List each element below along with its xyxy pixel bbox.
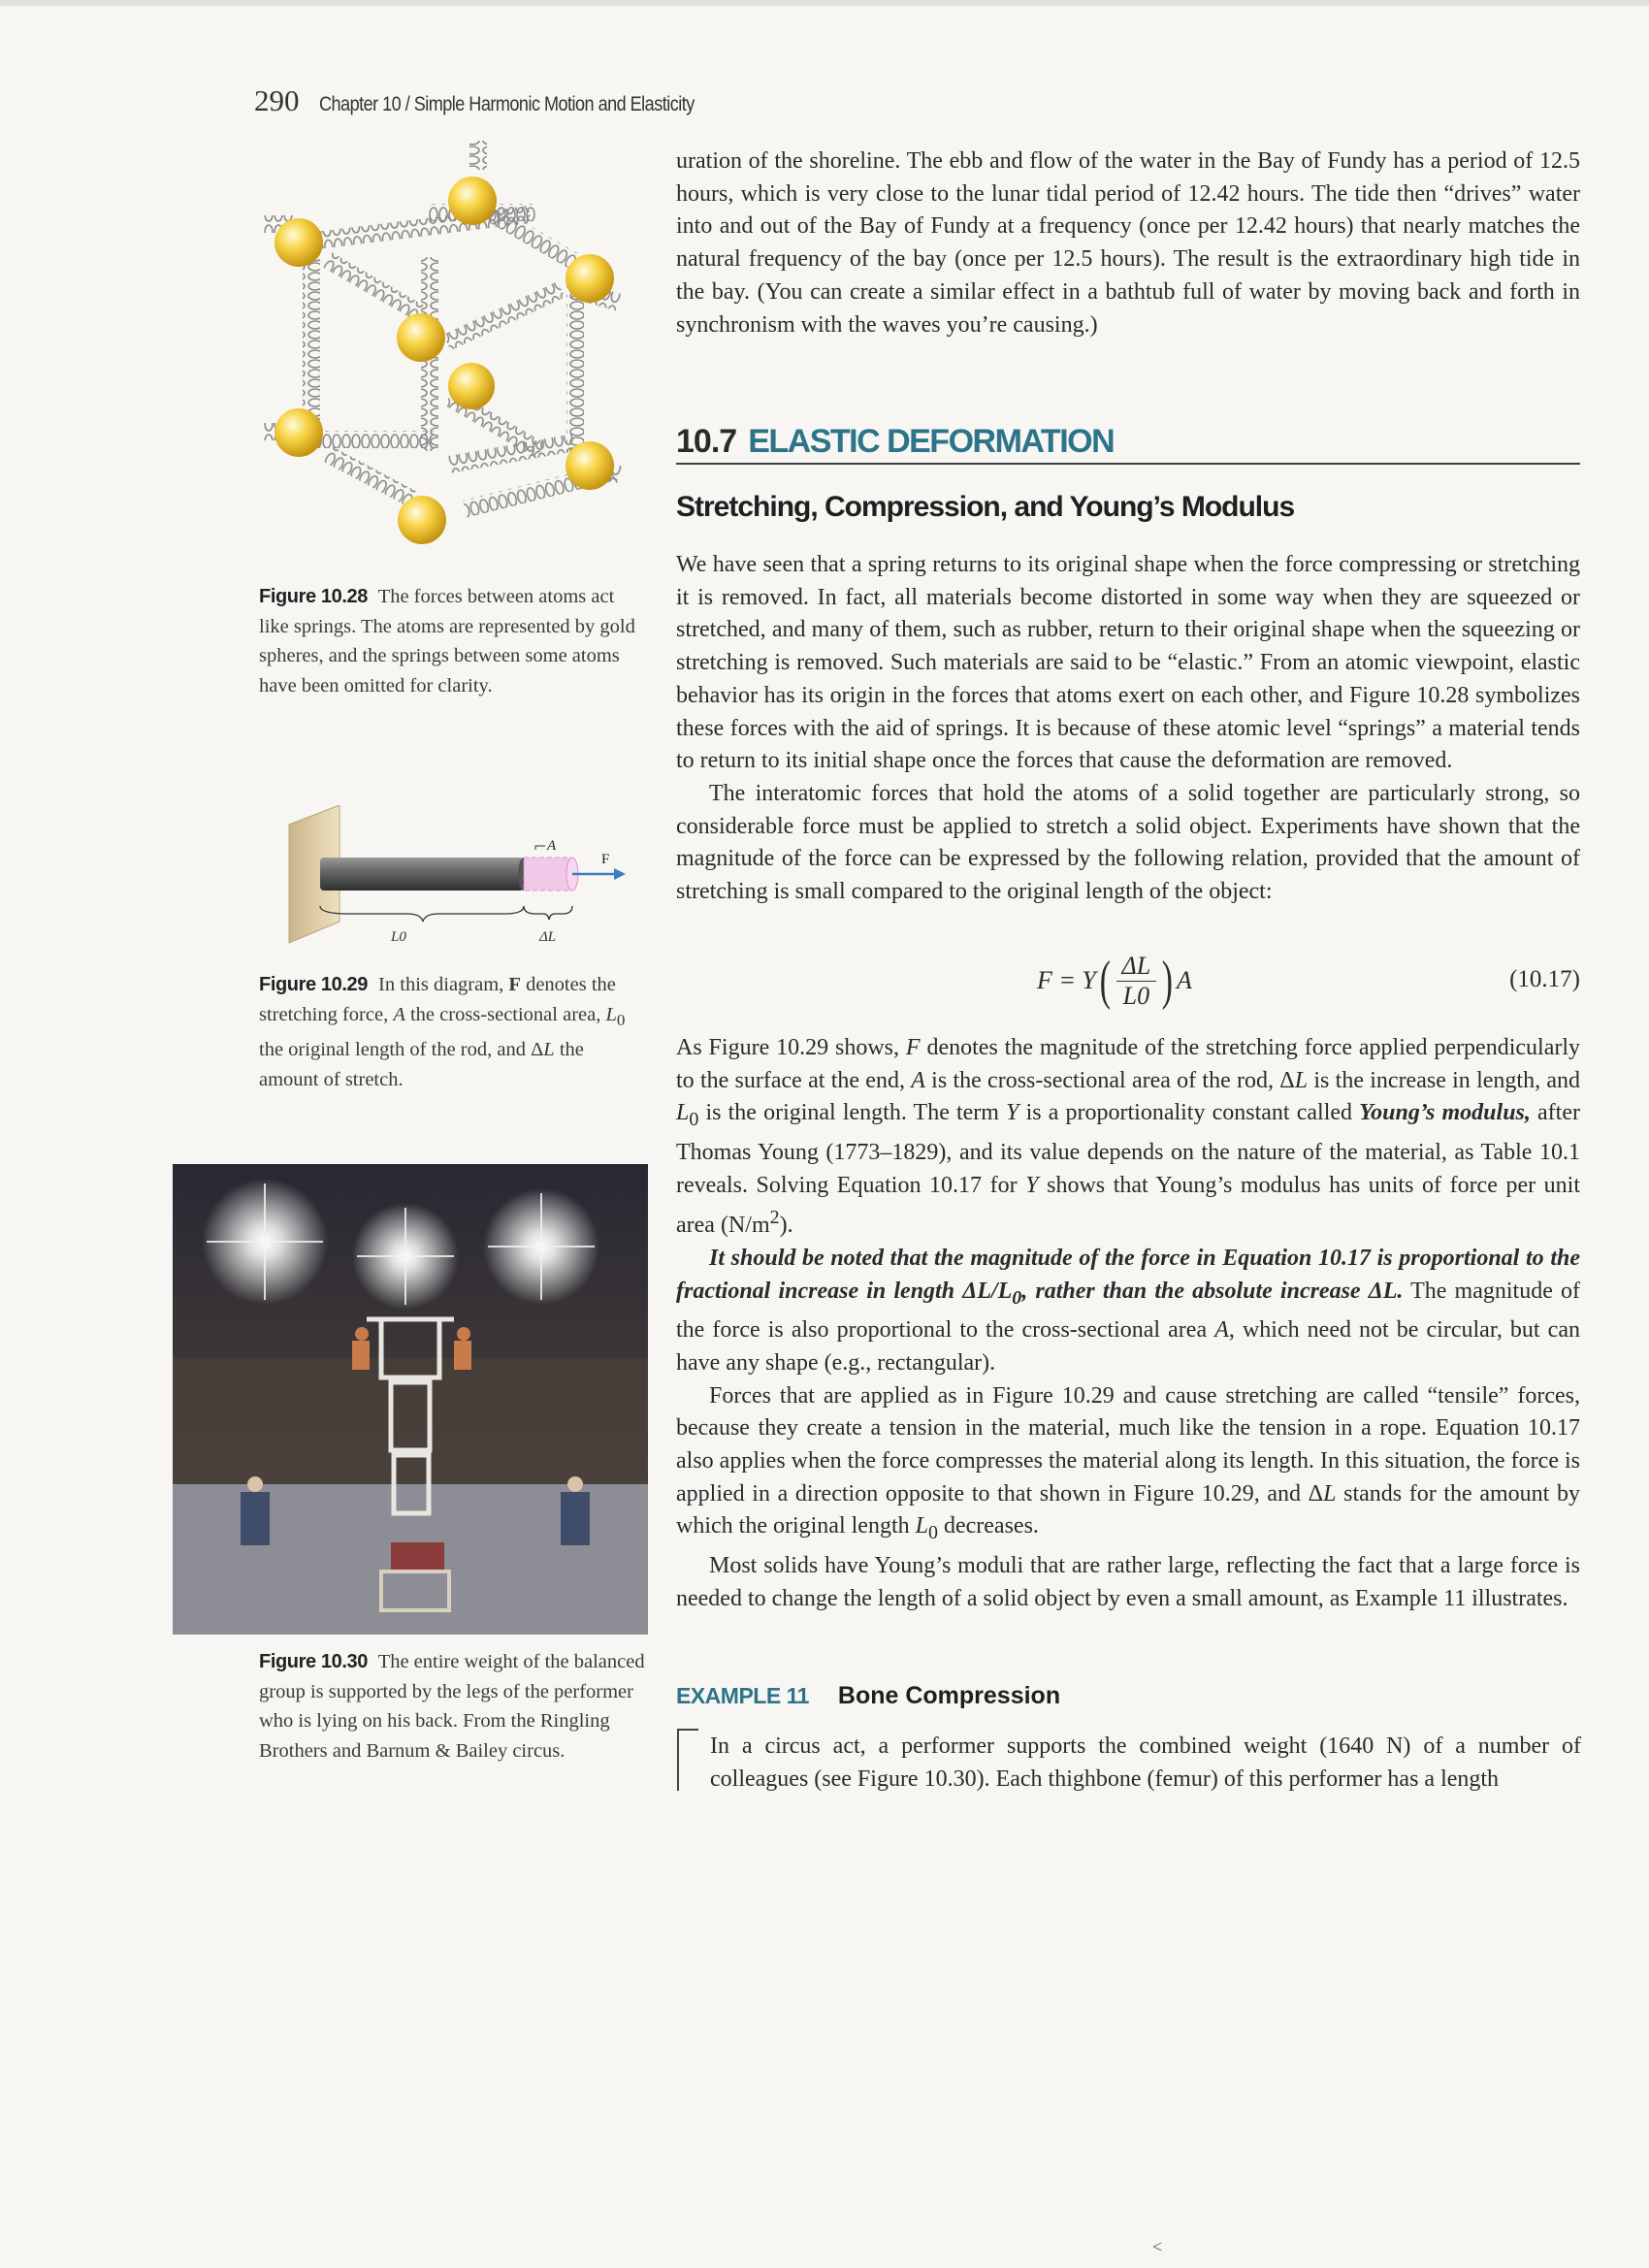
opening-paragraph-block bbox=[676, 146, 1580, 341]
paragraph: We have seen that a spring returns to its original shape when the force compressing or stretching it is removed. In fact, all materials become distorted in some way when they are squeezed or stretched, and many of them, such as rubber, return to their original shape when the squeezing or stretching is removed. Such materials are said to be “elastic.” From an atomic viewpoint, elastic behavior has its origin in the forces that atoms exert on each other, and Figure 10.28 symbolizes these forces with the aid of springs. It is because of these atomic level “springs” a material tends to return to its initial shape once the forces that cause the deformation are removed. bbox=[676, 552, 1580, 774]
equation-numerator: ΔL bbox=[1116, 952, 1157, 982]
figure-10-29-caption bbox=[259, 970, 647, 1094]
figure-label: Figure 10.29 bbox=[259, 974, 368, 995]
paragraph: The interatomic forces that hold the atoms of a solid together are particularly strong, so considerable force must be applied to stretch a solid object. Experiments have shown that the magnitude of the force can be expressed by the following relation, provided that the amount of stretching is small compared to the original length of the object: bbox=[676, 780, 1580, 905]
rod bbox=[320, 858, 524, 891]
figure-rod-stretch bbox=[281, 805, 640, 951]
top-rule bbox=[0, 0, 1649, 6]
example-heading bbox=[676, 1682, 1060, 1710]
stray-mark: ˂ bbox=[1152, 2237, 1163, 2256]
body-text-block bbox=[676, 549, 1580, 909]
subsection-heading: Stretching, Compression, and Young’s Modulus bbox=[676, 491, 1295, 523]
section-number: 10.7 bbox=[676, 423, 737, 460]
equation-10-17 bbox=[676, 947, 1580, 1015]
paragraph: uration of the shoreline. The ebb and flow of the water in the Bay of Fundy has a period of 12.5 hours, which is very close to the lunar tidal period of 12.42 hours. The tide then “drives” water into and out of the Bay of Fundy at a frequency (once per 12.42 hours) that nearly matches the natural frequency of the bay (once per 12.5 hours). The result is the extraordinary high tide in the bay. (You can create a similar effect in a bathtub full of water by moving back and forth in synchronism with the waves you’re causing.) bbox=[676, 148, 1580, 338]
figure-circus-photo bbox=[173, 1164, 648, 1635]
example-title: Bone Compression bbox=[837, 1682, 1061, 1709]
caption-text: In this diagram, F denotes the stretching force, A the cross-sectional area, $L_0$ the original length of the rod, and ΔL the amount of stretch. bbox=[259, 974, 626, 1090]
chapter-title: Chapter 10 / Simple Harmonic Motion and Elasticity bbox=[318, 93, 695, 115]
example-bracket bbox=[677, 1729, 698, 1791]
caption-text: The forces between atoms act like springs. The atoms are represented by gold spheres, and the springs between some atoms have been omitted for clarity. bbox=[259, 586, 635, 697]
label-delta-L: ΔL bbox=[539, 929, 557, 945]
figure-label: Figure 10.28 bbox=[259, 586, 368, 607]
page-number: 290 bbox=[254, 83, 300, 117]
example-text: In a circus act, a performer supports the combined weight (1640 N) of a number of colleagues (see Figure 10.30). Each thighbone (femur) of this performer has a length bbox=[710, 1733, 1581, 1792]
section-heading bbox=[676, 423, 1580, 465]
body-text-block-2 bbox=[676, 1032, 1580, 1615]
figure-label: Figure 10.30 bbox=[259, 1651, 368, 1672]
section-title: ELASTIC DEFORMATION bbox=[748, 423, 1115, 460]
label-A: A bbox=[547, 838, 557, 854]
paragraph: As Figure 10.29 shows, F denotes the magnitude of the stretching force applied perpendicularly to the surface at the end, A is the cross-sectional area of the rod, ΔL is the increase in length, and $L_0$ is the original length. The term Y is a proportionality constant called Young’s modulus, after Thomas Young (1773–1829), and its value depends on the nature of the material, as Table 10.1 reveals. Solving Equation 10.17 for Y shows that Young’s modulus has units of force per unit area $(N/m^2)$. bbox=[676, 1035, 1581, 1239]
paragraph: Most solids have Young’s moduli that are rather large, reflecting the fact that a large force is needed to change the length of a solid object by even a small amount, as Example 11 illustrates. bbox=[676, 1552, 1580, 1611]
equation-rhs: A bbox=[1176, 966, 1192, 994]
caption-text: The entire weight of the balanced group is supported by the legs of the performer who is lying on his back. From the Ringling Brothers and Barnum & Bailey circus. bbox=[259, 1651, 645, 1762]
equation-number: (10.17) bbox=[1509, 966, 1580, 992]
stretch-region bbox=[524, 858, 572, 891]
equation-denominator: L0 bbox=[1122, 981, 1150, 1010]
equation-body: F = Y ( $\frac{\Delta L}{L0}$ ) A bbox=[1037, 951, 1192, 1011]
equation-lhs: F = Y bbox=[1037, 966, 1096, 994]
paragraph: It should be noted that the magnitude of the force in Equation 10.17 is proportional to the fractional increase in length $\Delta L/L_0$, rather than the absolute increase ΔL. The magnitude of the force is also proportional to the cross-sectional area A, which need not be circular, but can have any shape (e.g., rectangular). bbox=[676, 1246, 1580, 1376]
label-L0: L0 bbox=[391, 929, 406, 945]
figure-10-28-caption bbox=[259, 582, 647, 700]
running-head bbox=[254, 83, 755, 118]
paragraph: Forces that are applied as in Figure 10.29 and cause stretching are called “tensile” forces, because they create a tension in the material, much like the tension in a rope. Equation 10.17 also applies when the force compresses the material along its length. In this situation, the force is applied in a direction opposite to that shown in Figure 10.29, and ΔL stands for the amount by which the original length $L_0$ decreases. bbox=[676, 1382, 1580, 1544]
figure-10-30-caption bbox=[259, 1647, 647, 1766]
example-label: EXAMPLE 11 bbox=[676, 1683, 809, 1708]
label-F: F bbox=[601, 852, 610, 867]
figure-atomic-lattice bbox=[254, 136, 642, 572]
